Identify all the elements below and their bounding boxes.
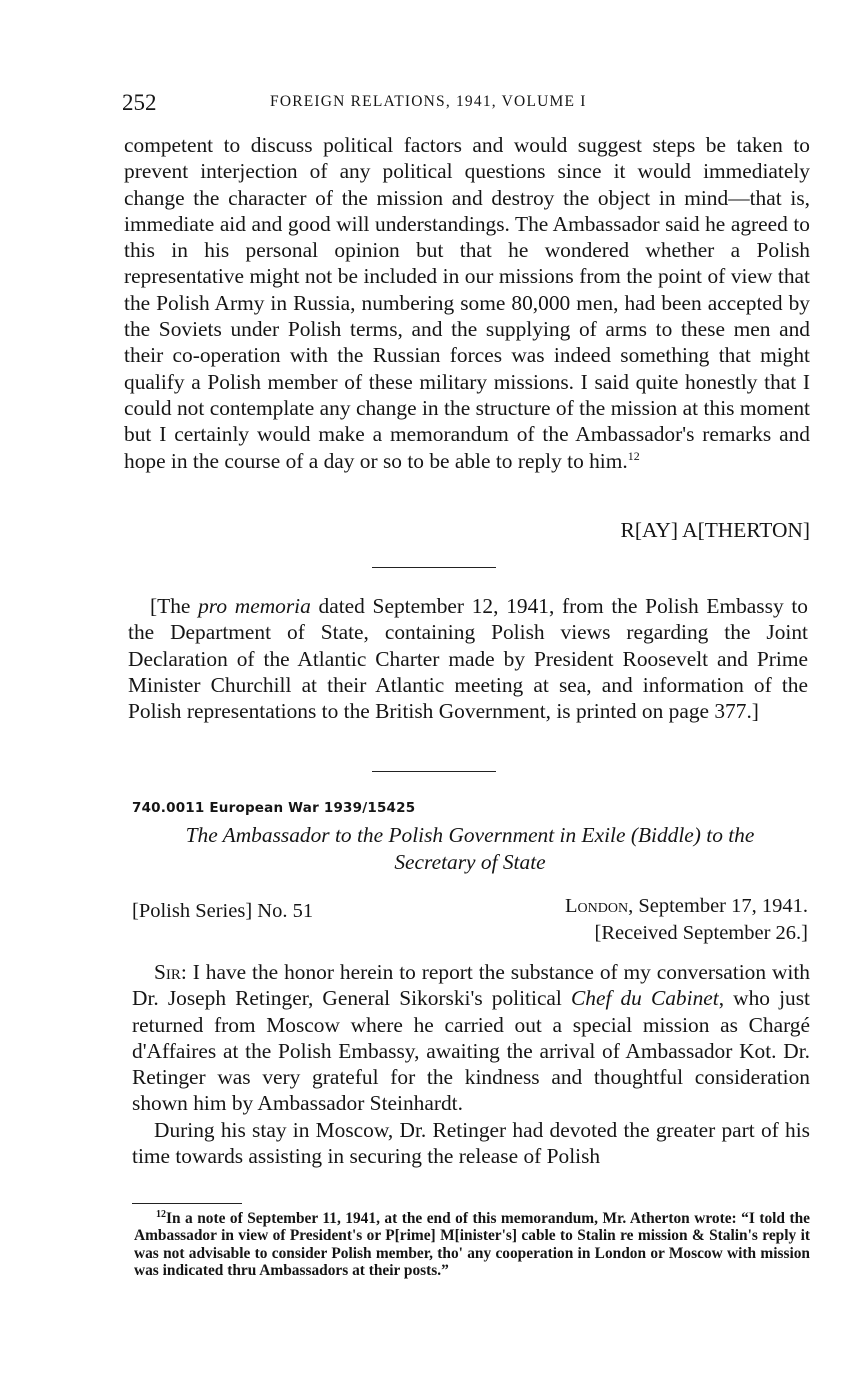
dateline <box>470 893 808 947</box>
document-title: The Ambassador to the Polish Government in Exile (Biddle) to the Secretary of State <box>185 823 755 874</box>
paragraph-text: competent to discuss political factors and would suggest steps be taken to prevent interjection of any political questions since it would immediately change the character of the mission and destroy the object in mind—that is, immediate aid and good will understandings. The Ambassador said he agreed to this in his personal opinion but that he wondered whether a Polish representative might not be included in our missions from the point of view that the Polish Army in Russia, numbering some 80,000 men, had been accepted by the Soviets under Polish terms, and the supplying of arms to these men and their co-operation with the Russian forces was indeed something that might qualify a Polish member of these military missions. I said quite honestly that I could not contemplate any change in the structure of the mission at this moment but I certainly would make a memorandum of the Ambassador's remarks and hope in the course of a day or so to be able to reply to him. <box>124 133 810 473</box>
continued-paragraph <box>124 132 810 474</box>
letter-paragraph: During his stay in Moscow, Dr. Retinger had devoted the greater part of his time towards assisting in securing the release of Polish <box>132 1117 810 1169</box>
editorial-note: [The pro memoria dated September 12, 1941, from the Polish Embassy to the Department of State, containing Polish views regarding the Joint Declaration of the Atlantic Charter made by President Roosevelt and Prime Minister Churchill at their Atlantic meeting at sea, and information of the Polish representations to the British Government, is printed on page 377.] <box>128 594 808 724</box>
series-number: [Polish Series] No. 51 <box>132 900 314 922</box>
page-number: 252 <box>122 90 157 115</box>
footnote-ref[interactable]: 12 <box>627 448 640 463</box>
footnote-marker: 12 <box>156 1208 166 1220</box>
date: , September 17, 1941. <box>628 895 808 917</box>
footnote: $^{12}$In a note of September 11, 1941, at the end of this memorandum, Mr. Atherton wrote: “I told the Ambassador in view of President's or P[rime] M[inister's] cable to Stalin re mission & Stalin's reply it was not advisable to consider Polish member, tho' any cooperation in London or Moscow with mission was indicated thru Ambassadors at their posts.” <box>134 1208 810 1280</box>
salutation: Sir <box>154 960 181 984</box>
running-title: FOREIGN RELATIONS, 1941, VOLUME I <box>270 93 587 110</box>
place: London <box>565 895 629 917</box>
footnote-divider <box>132 1203 242 1204</box>
letter-body: Sir: I have the honor herein to report the substance of my conversation with Dr. Joseph Retinger, General Sikorski's political Chef du Cabinet, who just returned from Moscow where he carried out a special mission as Chargé d'Affaires at the Polish Embassy, awaiting the arrival of Ambassador Kot. Dr. Retinger was very grateful for the kindness and thoughtful consideration shown him by Ambassador Steinhardt. During his stay in Moscow, Dr. Retinger had devoted the greater part of his time towards assisting in securing the release of Polish <box>132 960 810 1169</box>
file-number: 740.0011 European War 1939/15425 <box>132 800 416 816</box>
section-divider <box>372 567 496 568</box>
running-header <box>122 90 812 120</box>
received-date: [Received September 26.] <box>594 922 808 944</box>
section-divider <box>372 771 496 772</box>
signature: R[AY] A[THERTON] <box>620 518 810 542</box>
